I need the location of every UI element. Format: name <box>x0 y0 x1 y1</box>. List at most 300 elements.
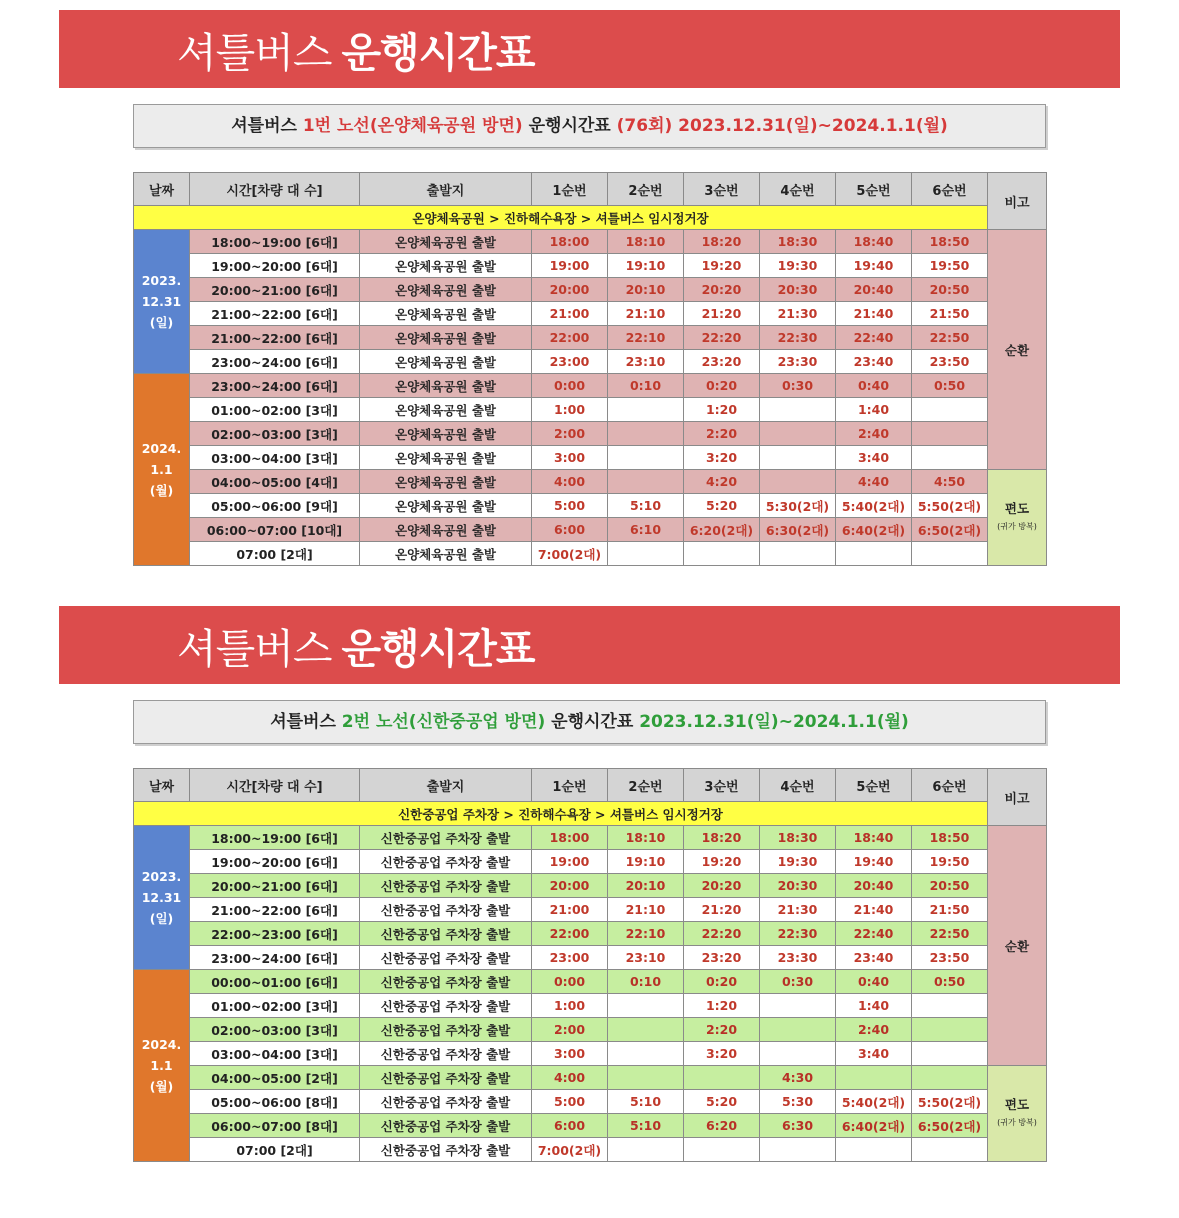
header-cell: 6순번 <box>912 173 988 206</box>
departure-cell: 1:00 <box>532 994 608 1018</box>
departure-cell: 4:30 <box>760 1066 836 1090</box>
departure-cell: 6:40(2대) <box>836 518 912 542</box>
departure-cell: 20:30 <box>760 278 836 302</box>
time-range-cell: 05:00~06:00 [8대] <box>190 1090 360 1114</box>
time-range-cell: 07:00 [2대] <box>190 1138 360 1162</box>
time-range-cell: 21:00~22:00 [6대] <box>190 302 360 326</box>
departure-cell: 2:40 <box>836 422 912 446</box>
origin-cell: 온양체육공원 출발 <box>360 278 532 302</box>
departure-cell: 22:10 <box>608 922 684 946</box>
departure-cell <box>760 1138 836 1162</box>
departure-cell: 21:50 <box>912 302 988 326</box>
departure-cell: 2:00 <box>532 1018 608 1042</box>
departure-cell: 22:40 <box>836 326 912 350</box>
departure-cell: 21:00 <box>532 302 608 326</box>
departure-cell: 19:30 <box>760 850 836 874</box>
time-range-cell: 22:00~23:00 [6대] <box>190 922 360 946</box>
departure-cell <box>608 1018 684 1042</box>
departure-cell: 18:50 <box>912 826 988 850</box>
departure-cell <box>912 446 988 470</box>
origin-cell: 온양체육공원 출발 <box>360 422 532 446</box>
departure-cell: 5:50(2대) <box>912 1090 988 1114</box>
origin-cell: 신한중공업 주차장 출발 <box>360 1066 532 1090</box>
departure-cell: 19:30 <box>760 254 836 278</box>
departure-cell: 1:00 <box>532 398 608 422</box>
departure-cell: 19:40 <box>836 850 912 874</box>
departure-cell: 0:00 <box>532 970 608 994</box>
departure-cell: 5:50(2대) <box>912 494 988 518</box>
departure-cell <box>836 1138 912 1162</box>
departure-cell: 4:00 <box>532 1066 608 1090</box>
origin-cell: 신한중공업 주차장 출발 <box>360 1138 532 1162</box>
departure-cell: 19:20 <box>684 254 760 278</box>
table-row <box>134 350 1047 374</box>
departure-cell: 19:50 <box>912 850 988 874</box>
date-line: 2024. <box>141 1037 182 1052</box>
route-path: 신한중공업 주차장 > 진하해수욕장 > 셔틀버스 임시정거장 <box>134 802 988 826</box>
route-path-row <box>134 802 1047 826</box>
origin-cell: 온양체육공원 출발 <box>360 254 532 278</box>
time-range-cell: 06:00~07:00 [8대] <box>190 1114 360 1138</box>
header-cell: 시간[차량 대 수] <box>190 769 360 802</box>
departure-cell: 20:10 <box>608 278 684 302</box>
departure-cell: 18:50 <box>912 230 988 254</box>
time-range-cell: 04:00~05:00 [4대] <box>190 470 360 494</box>
time-range-cell: 20:00~21:00 [6대] <box>190 874 360 898</box>
departure-cell: 4:20 <box>684 470 760 494</box>
departure-cell: 6:50(2대) <box>912 518 988 542</box>
departure-cell <box>608 542 684 566</box>
departure-cell <box>760 1042 836 1066</box>
header-cell: 5순번 <box>836 173 912 206</box>
table-row <box>134 542 1047 566</box>
departure-cell: 5:40(2대) <box>836 494 912 518</box>
note-oneway-sub: (귀가 방복) <box>997 1117 1037 1127</box>
departure-cell <box>608 398 684 422</box>
departure-cell: 22:20 <box>684 922 760 946</box>
departure-cell: 19:10 <box>608 850 684 874</box>
origin-cell: 신한중공업 주차장 출발 <box>360 922 532 946</box>
header-cell: 6순번 <box>912 769 988 802</box>
departure-cell: 19:20 <box>684 850 760 874</box>
table-row <box>134 446 1047 470</box>
departure-cell: 23:00 <box>532 946 608 970</box>
route-title: 셔틀버스 1번 노선(온양체육공원 방면) 운행시간표 (76회) 2023.12.31(일)~2024.1.1(월) <box>133 104 1046 148</box>
time-range-cell: 23:00~24:00 [6대] <box>190 350 360 374</box>
header-cell: 날짜 <box>134 769 190 802</box>
origin-cell: 온양체육공원 출발 <box>360 446 532 470</box>
table-row <box>134 826 1047 850</box>
departure-cell: 23:10 <box>608 350 684 374</box>
departure-cell: 6:20 <box>684 1114 760 1138</box>
departure-cell: 6:40(2대) <box>836 1114 912 1138</box>
departure-cell: 23:20 <box>684 946 760 970</box>
departure-cell: 6:30(2대) <box>760 518 836 542</box>
departure-cell: 6:20(2대) <box>684 518 760 542</box>
time-range-cell: 07:00 [2대] <box>190 542 360 566</box>
origin-cell: 온양체육공원 출발 <box>360 350 532 374</box>
departure-cell: 20:20 <box>684 874 760 898</box>
table-row <box>134 470 1047 494</box>
header-cell: 출발지 <box>360 173 532 206</box>
date-line: 2023. <box>141 869 182 884</box>
departure-cell <box>912 1042 988 1066</box>
date-line: (월) <box>149 483 174 498</box>
departure-cell <box>836 542 912 566</box>
departure-cell: 0:10 <box>608 374 684 398</box>
departure-cell <box>684 542 760 566</box>
departure-cell: 18:00 <box>532 826 608 850</box>
table-row <box>134 254 1047 278</box>
date-line: 1.1 <box>150 1058 173 1073</box>
header-cell: 2순번 <box>608 769 684 802</box>
header-row <box>134 769 1047 802</box>
departure-cell <box>760 398 836 422</box>
time-range-cell: 23:00~24:00 [6대] <box>190 374 360 398</box>
table-row <box>134 374 1047 398</box>
date-line: (일) <box>149 911 174 926</box>
table-row <box>134 302 1047 326</box>
table-row <box>134 922 1047 946</box>
time-range-cell: 19:00~20:00 [6대] <box>190 850 360 874</box>
departure-cell: 2:40 <box>836 1018 912 1042</box>
departure-cell: 18:20 <box>684 826 760 850</box>
origin-cell: 신한중공업 주차장 출발 <box>360 1090 532 1114</box>
departure-cell: 21:30 <box>760 898 836 922</box>
departure-cell: 23:20 <box>684 350 760 374</box>
departure-cell <box>608 994 684 1018</box>
departure-cell: 20:50 <box>912 874 988 898</box>
note-loop: 순환 <box>988 826 1047 1066</box>
departure-cell: 5:10 <box>608 494 684 518</box>
departure-cell: 18:30 <box>760 230 836 254</box>
timetable-section-route2 <box>0 596 1179 1206</box>
departure-cell: 22:50 <box>912 922 988 946</box>
note-oneway-sub: (귀가 방복) <box>997 521 1037 531</box>
departure-cell: 0:20 <box>684 374 760 398</box>
departure-cell: 21:30 <box>760 302 836 326</box>
departure-cell <box>608 1042 684 1066</box>
departure-cell: 5:10 <box>608 1090 684 1114</box>
departure-cell: 21:10 <box>608 302 684 326</box>
departure-cell <box>836 1066 912 1090</box>
departure-cell: 18:10 <box>608 230 684 254</box>
date-cell <box>134 970 190 1162</box>
departure-cell <box>684 1138 760 1162</box>
departure-cell <box>608 446 684 470</box>
departure-cell: 19:00 <box>532 850 608 874</box>
departure-cell: 6:00 <box>532 1114 608 1138</box>
departure-cell <box>912 1066 988 1090</box>
departure-cell: 6:00 <box>532 518 608 542</box>
origin-cell: 온양체육공원 출발 <box>360 494 532 518</box>
route-path: 온양체육공원 > 진하해수욕장 > 셔틀버스 임시정거장 <box>134 206 988 230</box>
time-range-cell: 03:00~04:00 [3대] <box>190 1042 360 1066</box>
departure-cell: 23:50 <box>912 350 988 374</box>
departure-cell <box>912 1018 988 1042</box>
date-cell <box>134 826 190 970</box>
departure-cell <box>760 994 836 1018</box>
date-line: 1.1 <box>150 462 173 477</box>
departure-cell: 0:00 <box>532 374 608 398</box>
departure-cell: 21:40 <box>836 302 912 326</box>
departure-cell: 20:50 <box>912 278 988 302</box>
table-row <box>134 326 1047 350</box>
time-range-cell: 04:00~05:00 [2대] <box>190 1066 360 1090</box>
time-range-cell: 02:00~03:00 [3대] <box>190 422 360 446</box>
departure-cell: 20:30 <box>760 874 836 898</box>
departure-cell <box>760 422 836 446</box>
departure-cell: 1:40 <box>836 398 912 422</box>
departure-cell: 20:00 <box>532 278 608 302</box>
time-range-cell: 18:00~19:00 [6대] <box>190 826 360 850</box>
origin-cell: 온양체육공원 출발 <box>360 542 532 566</box>
departure-cell: 3:00 <box>532 1042 608 1066</box>
departure-cell: 5:30 <box>760 1090 836 1114</box>
note-oneway-label: 편도 <box>1004 1096 1030 1112</box>
departure-cell: 0:50 <box>912 970 988 994</box>
table-row <box>134 970 1047 994</box>
departure-cell: 23:00 <box>532 350 608 374</box>
departure-cell: 23:30 <box>760 350 836 374</box>
date-cell <box>134 374 190 566</box>
table-row <box>134 994 1047 1018</box>
departure-cell: 23:30 <box>760 946 836 970</box>
time-range-cell: 21:00~22:00 [6대] <box>190 326 360 350</box>
departure-cell <box>760 542 836 566</box>
header-cell: 날짜 <box>134 173 190 206</box>
departure-cell: 7:00(2대) <box>532 542 608 566</box>
departure-cell: 20:40 <box>836 874 912 898</box>
departure-cell: 5:20 <box>684 494 760 518</box>
departure-cell: 0:50 <box>912 374 988 398</box>
departure-cell: 5:20 <box>684 1090 760 1114</box>
departure-cell: 23:40 <box>836 350 912 374</box>
departure-cell: 18:40 <box>836 826 912 850</box>
departure-cell: 23:10 <box>608 946 684 970</box>
departure-cell: 3:20 <box>684 446 760 470</box>
origin-cell: 온양체육공원 출발 <box>360 326 532 350</box>
table-row <box>134 1042 1047 1066</box>
departure-cell: 0:20 <box>684 970 760 994</box>
departure-cell <box>608 470 684 494</box>
header-note: 비고 <box>988 173 1047 230</box>
time-range-cell: 01:00~02:00 [3대] <box>190 398 360 422</box>
departure-cell: 3:40 <box>836 446 912 470</box>
table-row <box>134 518 1047 542</box>
departure-cell: 22:20 <box>684 326 760 350</box>
origin-cell: 신한중공업 주차장 출발 <box>360 826 532 850</box>
date-cell <box>134 230 190 374</box>
header-cell: 2순번 <box>608 173 684 206</box>
header-cell: 3순번 <box>684 173 760 206</box>
table-row <box>134 1066 1047 1090</box>
departure-cell: 19:00 <box>532 254 608 278</box>
departure-cell: 19:50 <box>912 254 988 278</box>
header-note: 비고 <box>988 769 1047 826</box>
departure-cell: 1:20 <box>684 994 760 1018</box>
origin-cell: 온양체육공원 출발 <box>360 302 532 326</box>
origin-cell: 온양체육공원 출발 <box>360 398 532 422</box>
departure-cell <box>912 422 988 446</box>
table-row <box>134 946 1047 970</box>
time-range-cell: 03:00~04:00 [3대] <box>190 446 360 470</box>
departure-cell: 23:50 <box>912 946 988 970</box>
departure-cell: 20:40 <box>836 278 912 302</box>
route-path-row <box>134 206 1047 230</box>
departure-cell: 4:40 <box>836 470 912 494</box>
departure-cell <box>912 398 988 422</box>
departure-cell <box>608 1066 684 1090</box>
note-loop: 순환 <box>988 230 1047 470</box>
departure-cell: 18:30 <box>760 826 836 850</box>
origin-cell: 신한중공업 주차장 출발 <box>360 970 532 994</box>
departure-cell: 21:20 <box>684 302 760 326</box>
table-row <box>134 898 1047 922</box>
date-line: (일) <box>149 315 174 330</box>
time-range-cell: 19:00~20:00 [6대] <box>190 254 360 278</box>
departure-cell: 6:10 <box>608 518 684 542</box>
departure-cell: 20:20 <box>684 278 760 302</box>
departure-cell: 21:00 <box>532 898 608 922</box>
header-cell: 시간[차량 대 수] <box>190 173 360 206</box>
departure-cell <box>760 446 836 470</box>
departure-cell: 20:00 <box>532 874 608 898</box>
time-range-cell: 18:00~19:00 [6대] <box>190 230 360 254</box>
timetable-section-route1 <box>0 0 1179 600</box>
departure-cell: 2:20 <box>684 422 760 446</box>
departure-cell: 22:30 <box>760 326 836 350</box>
departure-cell: 21:50 <box>912 898 988 922</box>
header-cell: 1순번 <box>532 173 608 206</box>
origin-cell: 신한중공업 주차장 출발 <box>360 874 532 898</box>
time-range-cell: 01:00~02:00 [3대] <box>190 994 360 1018</box>
header-cell: 4순번 <box>760 173 836 206</box>
departure-cell: 2:20 <box>684 1018 760 1042</box>
departure-cell <box>760 1018 836 1042</box>
header-cell: 5순번 <box>836 769 912 802</box>
time-range-cell: 21:00~22:00 [6대] <box>190 898 360 922</box>
departure-cell: 22:10 <box>608 326 684 350</box>
origin-cell: 온양체육공원 출발 <box>360 518 532 542</box>
date-line: 12.31 <box>141 294 182 309</box>
table-row <box>134 422 1047 446</box>
departure-cell: 21:20 <box>684 898 760 922</box>
departure-cell: 4:50 <box>912 470 988 494</box>
date-line: 12.31 <box>141 890 182 905</box>
departure-cell <box>608 422 684 446</box>
departure-cell <box>912 1138 988 1162</box>
banner-title: 셔틀버스 운행시간표 <box>177 29 535 77</box>
header-cell: 1순번 <box>532 769 608 802</box>
time-range-cell: 00:00~01:00 [6대] <box>190 970 360 994</box>
departure-cell: 22:50 <box>912 326 988 350</box>
departure-cell: 20:10 <box>608 874 684 898</box>
departure-cell: 3:40 <box>836 1042 912 1066</box>
departure-cell: 22:40 <box>836 922 912 946</box>
date-line: 2023. <box>141 273 182 288</box>
departure-cell: 6:50(2대) <box>912 1114 988 1138</box>
departure-cell: 18:40 <box>836 230 912 254</box>
origin-cell: 온양체육공원 출발 <box>360 230 532 254</box>
table-row <box>134 230 1047 254</box>
table-row <box>134 850 1047 874</box>
departure-cell: 3:00 <box>532 446 608 470</box>
timetable <box>133 768 1047 1162</box>
departure-cell: 18:20 <box>684 230 760 254</box>
origin-cell: 신한중공업 주차장 출발 <box>360 994 532 1018</box>
table-row <box>134 1114 1047 1138</box>
departure-cell: 2:00 <box>532 422 608 446</box>
route-title: 셔틀버스 2번 노선(신한중공업 방면) 운행시간표 2023.12.31(일)~2024.1.1(월) <box>133 700 1046 744</box>
table-row <box>134 278 1047 302</box>
note-oneway <box>988 1066 1047 1162</box>
time-range-cell: 06:00~07:00 [10대] <box>190 518 360 542</box>
departure-cell: 0:30 <box>760 970 836 994</box>
departure-cell: 7:00(2대) <box>532 1138 608 1162</box>
departure-cell: 1:20 <box>684 398 760 422</box>
departure-cell: 5:30(2대) <box>760 494 836 518</box>
time-range-cell: 05:00~06:00 [9대] <box>190 494 360 518</box>
departure-cell: 3:20 <box>684 1042 760 1066</box>
date-line: 2024. <box>141 441 182 456</box>
departure-cell: 22:00 <box>532 922 608 946</box>
table-row <box>134 398 1047 422</box>
origin-cell: 신한중공업 주차장 출발 <box>360 1018 532 1042</box>
departure-cell: 5:00 <box>532 494 608 518</box>
departure-cell: 6:30 <box>760 1114 836 1138</box>
departure-cell: 5:40(2대) <box>836 1090 912 1114</box>
departure-cell: 18:10 <box>608 826 684 850</box>
table-row <box>134 1090 1047 1114</box>
departure-cell <box>760 470 836 494</box>
departure-cell <box>912 542 988 566</box>
banner-title: 셔틀버스 운행시간표 <box>177 625 535 673</box>
timetable <box>133 172 1047 566</box>
origin-cell: 온양체육공원 출발 <box>360 374 532 398</box>
banner <box>59 10 1120 88</box>
departure-cell <box>684 1066 760 1090</box>
departure-cell: 4:00 <box>532 470 608 494</box>
departure-cell: 19:40 <box>836 254 912 278</box>
departure-cell: 19:10 <box>608 254 684 278</box>
header-cell: 출발지 <box>360 769 532 802</box>
header-cell: 4순번 <box>760 769 836 802</box>
table-row <box>134 1018 1047 1042</box>
note-oneway <box>988 470 1047 566</box>
departure-cell: 0:40 <box>836 970 912 994</box>
departure-cell: 0:30 <box>760 374 836 398</box>
departure-cell: 5:00 <box>532 1090 608 1114</box>
origin-cell: 신한중공업 주차장 출발 <box>360 1114 532 1138</box>
origin-cell: 신한중공업 주차장 출발 <box>360 1042 532 1066</box>
origin-cell: 신한중공업 주차장 출발 <box>360 898 532 922</box>
departure-cell <box>608 1138 684 1162</box>
departure-cell: 22:30 <box>760 922 836 946</box>
departure-cell: 0:40 <box>836 374 912 398</box>
departure-cell: 5:10 <box>608 1114 684 1138</box>
time-range-cell: 20:00~21:00 [6대] <box>190 278 360 302</box>
header-row <box>134 173 1047 206</box>
date-line: (월) <box>149 1079 174 1094</box>
table-row <box>134 1138 1047 1162</box>
departure-cell <box>912 994 988 1018</box>
departure-cell: 18:00 <box>532 230 608 254</box>
time-range-cell: 23:00~24:00 [6대] <box>190 946 360 970</box>
departure-cell: 22:00 <box>532 326 608 350</box>
departure-cell: 21:10 <box>608 898 684 922</box>
departure-cell: 21:40 <box>836 898 912 922</box>
